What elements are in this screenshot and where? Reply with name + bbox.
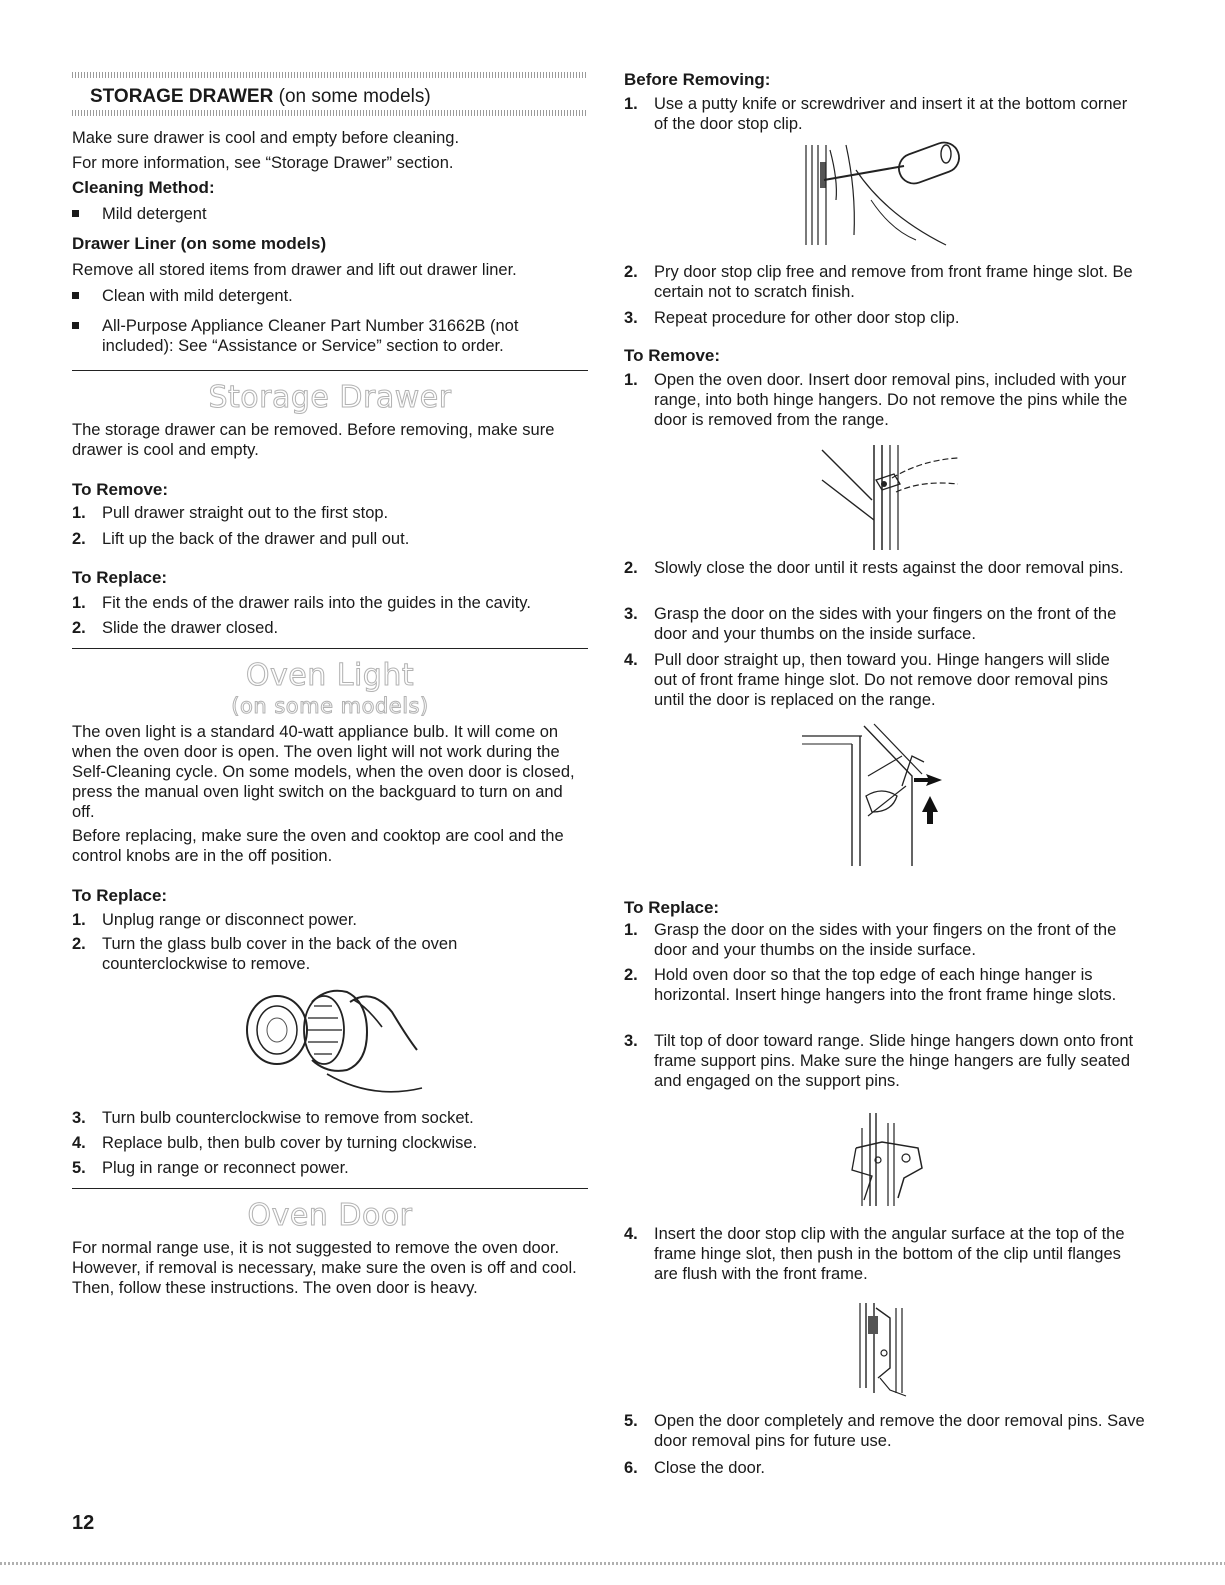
light-step-5 bbox=[72, 1158, 349, 1178]
step-number: 4. bbox=[72, 1134, 86, 1152]
liner-bullet-1: Clean with mild detergent. bbox=[72, 286, 588, 306]
step-number: 2. bbox=[72, 530, 86, 548]
oven-door-title: Oven Door bbox=[247, 1198, 413, 1233]
drawer-liner-paragraph: Remove all stored items from drawer and lift out drawer liner. bbox=[72, 261, 517, 279]
step-text: Plug in range or reconnect power. bbox=[102, 1159, 349, 1177]
step-number: 4. bbox=[624, 1225, 638, 1243]
section-divider bbox=[72, 648, 588, 649]
door-remove-step-4 bbox=[624, 650, 1124, 710]
step-text: Pull drawer straight out to the first stop. bbox=[102, 504, 389, 522]
section-divider bbox=[72, 1188, 588, 1189]
drawer-remove-step-1 bbox=[72, 503, 388, 523]
light-step-1 bbox=[72, 910, 588, 930]
door-remove-step-2 bbox=[624, 558, 1140, 578]
storage-drawer-paragraph: The storage drawer can be removed. Before removing, make sure drawer is cool and empty. bbox=[72, 421, 555, 459]
door-replace-heading: To Replace: bbox=[624, 898, 720, 917]
light-step-4 bbox=[72, 1133, 477, 1153]
step-text: Use a putty knife or screwdriver and insert it at the bottom corner of the door stop clip. bbox=[654, 95, 1128, 133]
step-text: Hold oven door so that the top edge of each hinge hanger is horizontal. Insert hinge hangers into the front frame hinge slots. bbox=[654, 966, 1117, 1004]
step-number: 1. bbox=[624, 371, 638, 389]
step-number: 2. bbox=[624, 263, 638, 281]
before-step-3 bbox=[624, 308, 959, 328]
step-number: 6. bbox=[624, 1459, 638, 1477]
step-number: 3. bbox=[624, 309, 638, 327]
door-replace-step-5 bbox=[624, 1411, 1154, 1451]
light-step-3 bbox=[72, 1108, 474, 1128]
step-text: Tilt top of door toward range. Slide hinge hangers down onto front frame support pins. Make sure the hinge hangers are fully seated and engaged on the support pins. bbox=[654, 1032, 1134, 1090]
step-number: 2. bbox=[624, 966, 638, 984]
drawer-paragraph-2: For more information, see “Storage Drawer” section. bbox=[72, 154, 454, 172]
step-text: Unplug range or disconnect power. bbox=[102, 911, 357, 929]
door-replace-step-6 bbox=[624, 1458, 765, 1478]
bulb-cover-illustration bbox=[242, 982, 432, 1094]
step-text: Pull door straight up, then toward you. Hinge hangers will slide out of front frame hinge slot. Do not remove door removal pins until the door is replaced on the range. bbox=[654, 651, 1110, 709]
drawer-remove-step-2 bbox=[72, 529, 409, 549]
oven-light-subtitle: (on some models) bbox=[231, 694, 429, 718]
liner-bullet-2: All-Purpose Appliance Cleaner Part Number 31662B (not included): See “Assistance or Service” section to order. bbox=[72, 316, 572, 356]
to-replace-heading: To Replace: bbox=[72, 568, 168, 587]
drawer-paragraph-1: Make sure drawer is cool and empty before cleaning. bbox=[72, 129, 460, 147]
drawer-replace-step-1 bbox=[72, 593, 531, 613]
cleaning-bullet: Mild detergent bbox=[72, 204, 207, 224]
before-step-1 bbox=[624, 94, 1140, 134]
oven-door-paragraph: For normal range use, it is not suggested to remove the oven door. However, if removal is necessary, make sure the oven is off and cool. Then, follow these instructions. The oven door is heavy. bbox=[72, 1239, 577, 1297]
step-text: Slowly close the door until it rests against the door removal pins. bbox=[654, 559, 1124, 577]
storage-drawer-header-bold: STORAGE DRAWER bbox=[90, 86, 274, 107]
step-text: Pry door stop clip free and remove from front frame hinge slot. Be certain not to scratch finish. bbox=[654, 263, 1133, 301]
door-stop-clip-illustration bbox=[846, 1298, 926, 1398]
page-bottom-border bbox=[0, 1562, 1225, 1565]
storage-drawer-header-normal: (on some models) bbox=[278, 86, 431, 107]
step-text: Slide the drawer closed. bbox=[102, 619, 279, 637]
before-step-2 bbox=[624, 262, 1140, 302]
oven-light-paragraph-2: Before replacing, make sure the oven and cooktop are cool and the control knobs are in the off position. bbox=[72, 827, 564, 865]
step-number: 3. bbox=[72, 1109, 86, 1127]
door-replace-step-2 bbox=[624, 965, 1140, 1005]
step-text: Close the door. bbox=[654, 1459, 765, 1477]
step-text: Repeat procedure for other door stop clip. bbox=[654, 309, 960, 327]
drawer-liner-heading: Drawer Liner (on some models) bbox=[72, 234, 327, 253]
step-number: 2. bbox=[72, 935, 86, 953]
step-text: Open the oven door. Insert door removal pins, included with your range, into both hinge hangers. Do not remove the pins while the door is removed from the range. bbox=[654, 371, 1128, 429]
before-removing-heading: Before Removing: bbox=[624, 70, 771, 89]
oven-light-title: Oven Light bbox=[245, 658, 415, 693]
step-number: 3. bbox=[624, 1032, 638, 1050]
step-number: 1. bbox=[72, 911, 86, 929]
door-remove-step-3 bbox=[624, 604, 1140, 644]
step-text: Turn the glass bulb cover in the back of the oven counterclockwise to remove. bbox=[102, 935, 458, 973]
step-text: Fit the ends of the drawer rails into the guides in the cavity. bbox=[102, 594, 531, 612]
section-divider bbox=[72, 370, 588, 371]
step-number: 5. bbox=[624, 1412, 638, 1430]
putty-knife-illustration bbox=[796, 140, 966, 252]
step-number: 4. bbox=[624, 651, 638, 669]
hinge-hanger-illustration bbox=[842, 1108, 932, 1208]
step-number: 3. bbox=[624, 605, 638, 623]
step-text: Lift up the back of the drawer and pull out. bbox=[102, 530, 410, 548]
door-remove-heading: To Remove: bbox=[624, 346, 721, 365]
page-number: 12 bbox=[72, 1512, 95, 1534]
step-number: 5. bbox=[72, 1159, 86, 1177]
door-remove-step-1 bbox=[624, 370, 1140, 430]
header-rule-top bbox=[72, 72, 588, 78]
door-replace-step-4 bbox=[624, 1224, 1140, 1284]
light-step-2 bbox=[72, 934, 512, 974]
storage-drawer-title: Storage Drawer bbox=[208, 380, 452, 415]
step-text: Open the door completely and remove the door removal pins. Save door removal pins for future use. bbox=[654, 1412, 1145, 1450]
light-replace-heading: To Replace: bbox=[72, 886, 168, 905]
oven-light-paragraph-1: The oven light is a standard 40-watt appliance bulb. It will come on when the oven door is open. The oven light will not work during the Self-Cleaning cycle. On some models, when the oven door is closed, press the manual oven light switch on the backguard to turn on and off. bbox=[72, 723, 575, 821]
step-text: Turn bulb counterclockwise to remove from socket. bbox=[102, 1109, 474, 1127]
door-replace-step-3 bbox=[624, 1031, 1140, 1091]
step-number: 2. bbox=[72, 619, 86, 637]
door-lift-illustration bbox=[802, 716, 952, 868]
drawer-replace-step-2 bbox=[72, 618, 278, 638]
storage-drawer-header bbox=[90, 86, 431, 108]
to-remove-heading: To Remove: bbox=[72, 480, 169, 499]
step-number: 1. bbox=[72, 504, 86, 522]
step-text: Replace bulb, then bulb cover by turning clockwise. bbox=[102, 1134, 478, 1152]
step-number: 1. bbox=[624, 921, 638, 939]
step-number: 1. bbox=[624, 95, 638, 113]
header-rule-bottom bbox=[72, 110, 588, 116]
step-number: 2. bbox=[624, 559, 638, 577]
step-text: Grasp the door on the sides with your fingers on the front of the door and your thumbs on the inside surface. bbox=[654, 605, 1117, 643]
step-text: Grasp the door on the sides with your fingers on the front of the door and your thumbs on the inside surface. bbox=[654, 921, 1117, 959]
step-number: 1. bbox=[72, 594, 86, 612]
removal-pin-illustration bbox=[812, 440, 962, 552]
cleaning-method-heading: Cleaning Method: bbox=[72, 178, 215, 197]
step-text: Insert the door stop clip with the angular surface at the top of the frame hinge slot, then push in the bottom of the clip until flanges are flush with the front frame. bbox=[654, 1225, 1125, 1283]
door-replace-step-1 bbox=[624, 920, 1140, 960]
